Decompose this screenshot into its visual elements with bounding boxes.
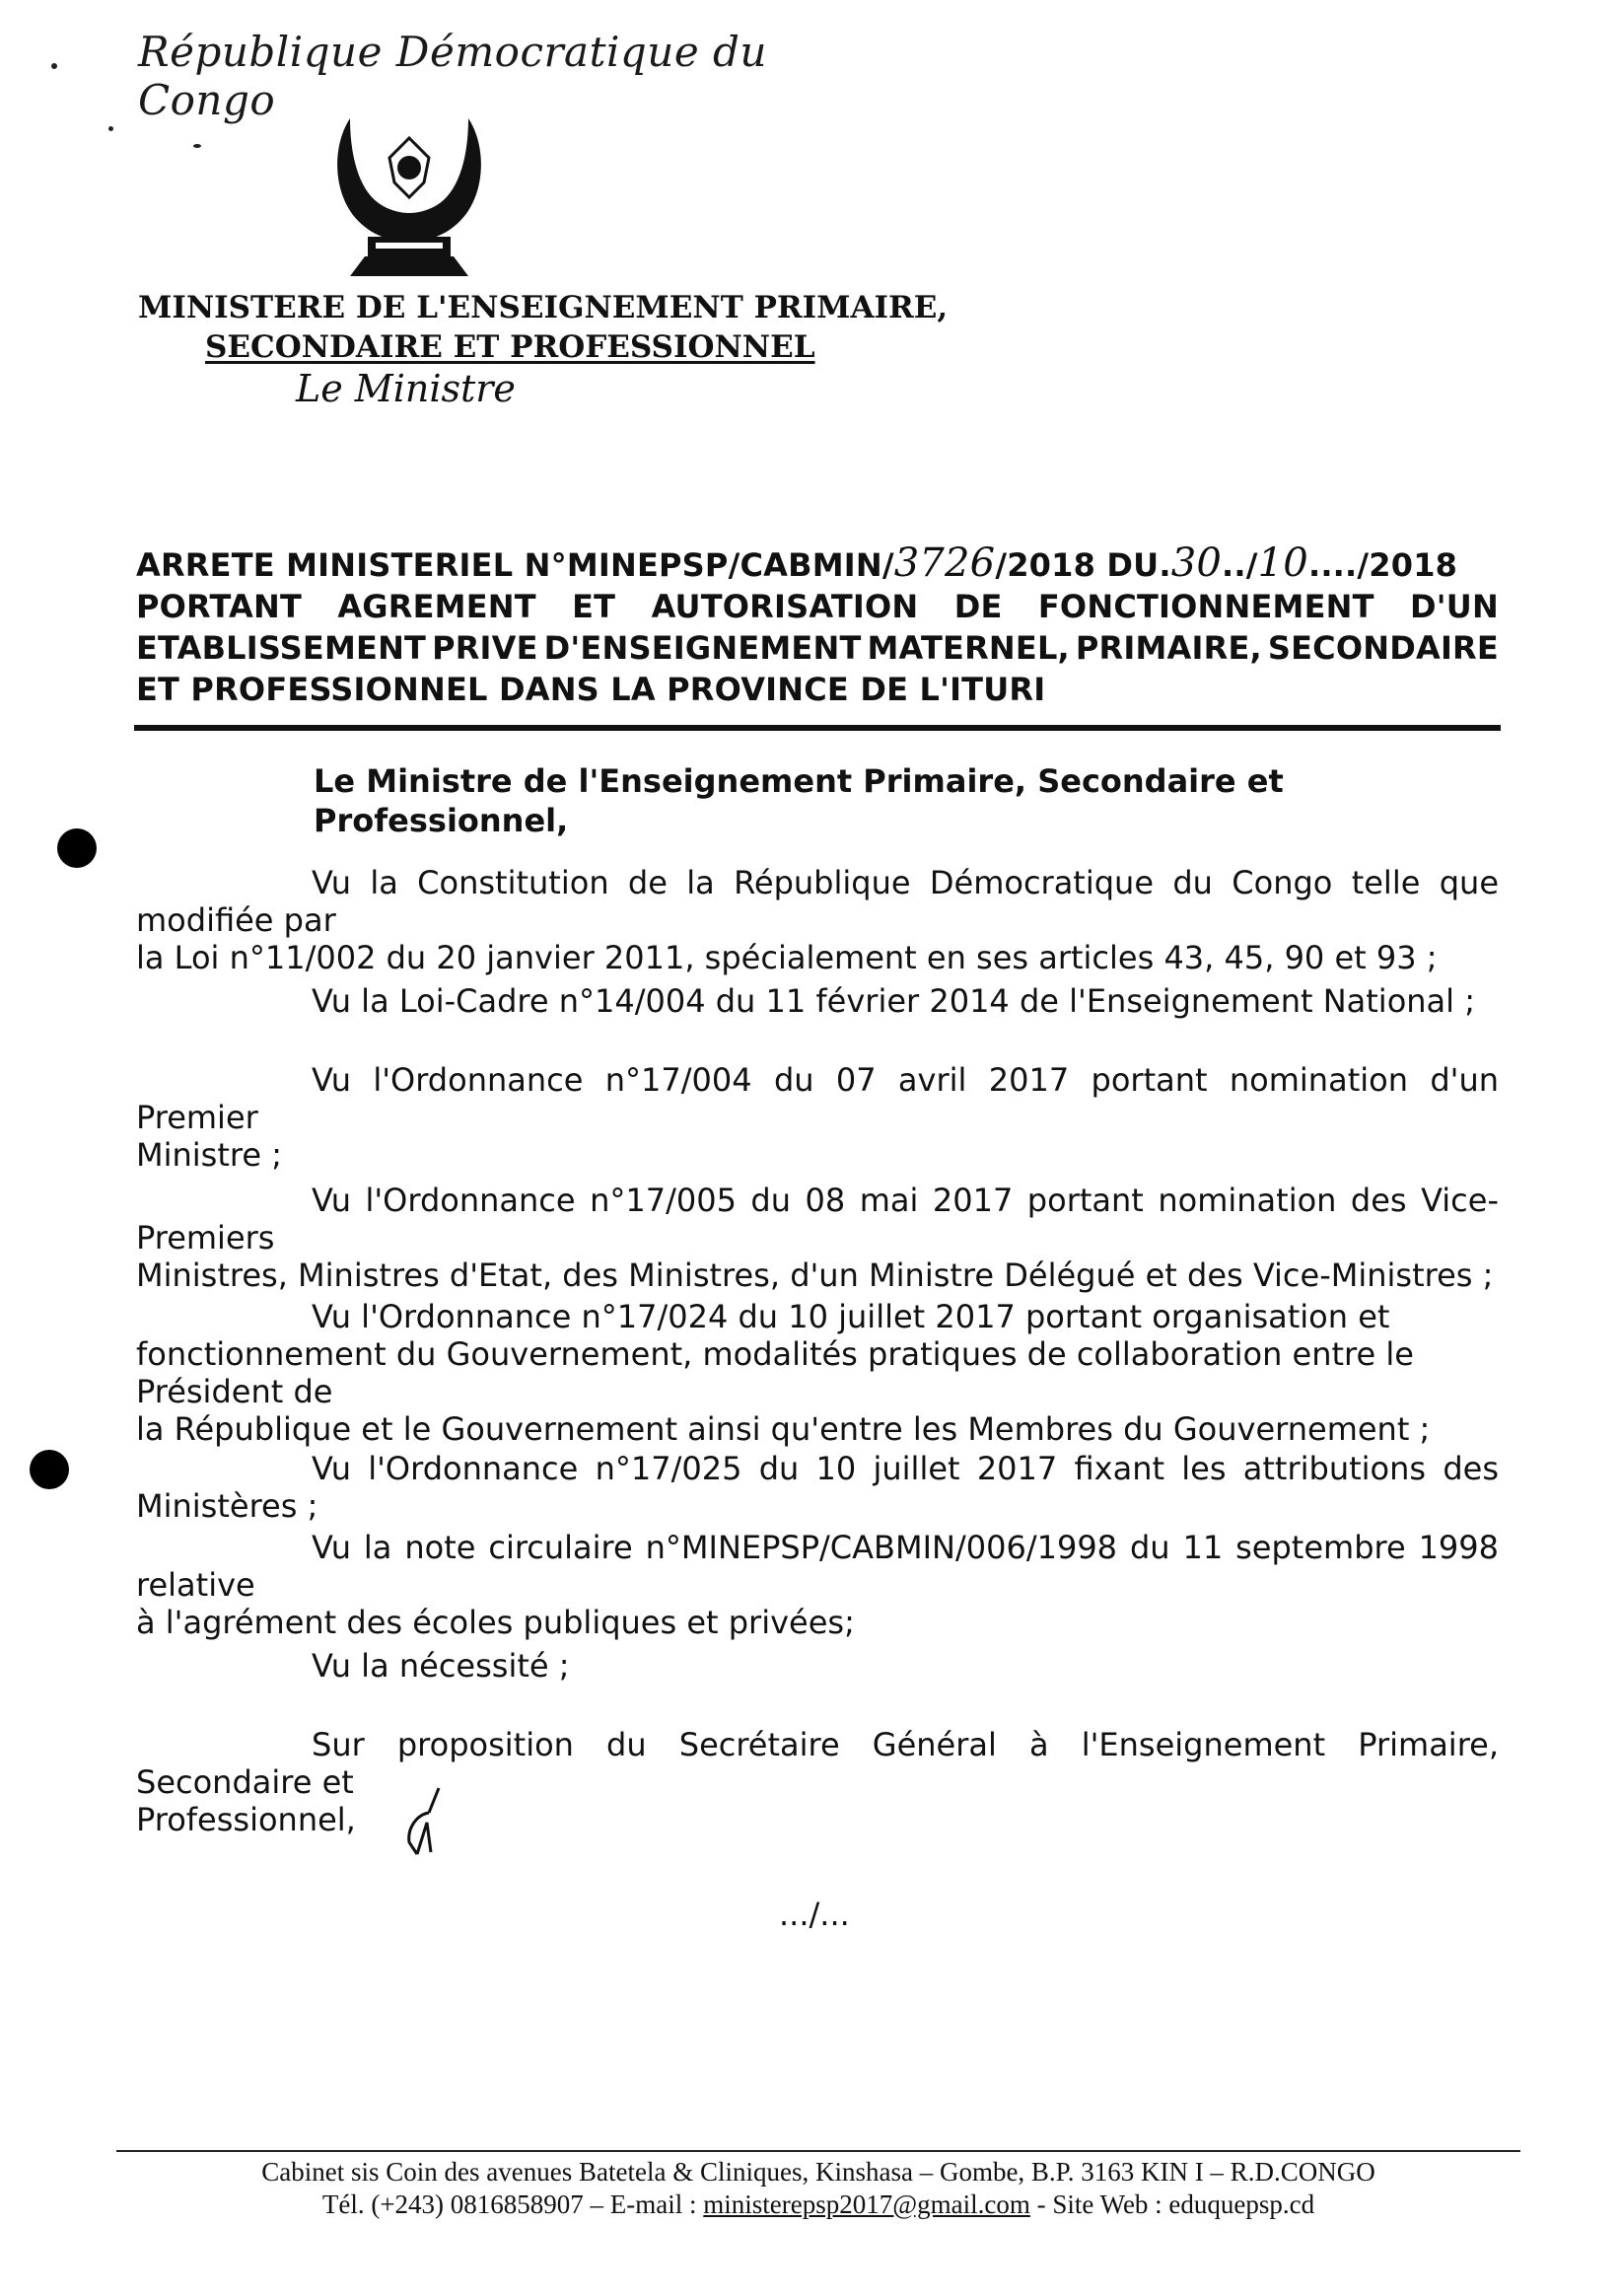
visa-ordonnance-17-024 [136, 1298, 1499, 1448]
visa-line: Vu l'Ordonnance n°17/024 du 10 juillet 2017 portant organisation et [312, 1298, 1390, 1335]
minister-title: Le Ministre [296, 367, 516, 410]
footer-line-2 [116, 2188, 1520, 2221]
visa-line: la Loi n°11/002 du 20 janvier 2011, spécialement en ses articles 43, 45, 90 et 93 ; [136, 939, 1438, 976]
scan-speck [193, 144, 201, 148]
footer-phone: Tél. (+243) 0816858907 – E-mail : [321, 2189, 704, 2219]
title-line-2 [136, 586, 1499, 627]
punch-hole-mark [57, 828, 97, 868]
title-line-3 [136, 627, 1499, 669]
visa-necessite [136, 1647, 1499, 1685]
republic-heading: République Démocratique du Congo [138, 28, 767, 124]
ministry-line-2: SECONDAIRE ET PROFESSIONNEL [205, 329, 815, 365]
decree-number-handwritten: 3726 [893, 540, 996, 586]
decree-date-prefix: /2018 DU. [995, 546, 1171, 584]
title-word: ET [572, 588, 616, 625]
decree-number-prefix: ARRETE MINISTERIEL N°MINEPSP/CABMIN/ [136, 546, 894, 584]
visa-proposition [136, 1726, 1499, 1838]
visa-line: Professionnel, [136, 1801, 356, 1838]
visa-line: Vu la note circulaire n°MINEPSP/CABMIN/006/1998 du 11 septembre 1998 relative [136, 1529, 1499, 1604]
visa-line: Vu l'Ordonnance n°17/025 du 10 juillet 2017 fixant les attributions des Ministères ; [136, 1450, 1499, 1525]
visa-line: Vu la Constitution de la République Démocratique du Congo telle que modifiée par [136, 864, 1499, 939]
footer-line-1: Cabinet sis Coin des avenues Batetela & Cliniques, Kinshasa – Gombe, B.P. 3163 KIN I – R.D.CONGO [261, 2157, 1375, 2187]
footer-website: - Site Web : eduquepsp.cd [1029, 2189, 1315, 2219]
decree-day-handwritten: 30 [1170, 540, 1223, 586]
visa-ordonnance-17-004 [136, 1061, 1499, 1174]
visa-line: la République et le Gouvernement ainsi qu'entre les Membres du Gouvernement ; [136, 1410, 1431, 1448]
decree-year: ..../2018 [1307, 546, 1458, 584]
ministry-name [138, 288, 1025, 367]
title-word: DE [953, 588, 1003, 625]
preamble-heading: Le Ministre de l'Enseignement Primaire, Secondaire et Professionnel, [314, 762, 1284, 839]
scan-speck [108, 126, 113, 131]
visa-line: Ministre ; [136, 1136, 282, 1174]
decree-date-sep: .. [1222, 546, 1246, 584]
decree-month-handwritten: 10 [1257, 540, 1308, 586]
title-divider [134, 725, 1501, 731]
drc-coat-of-arms-icon [320, 108, 498, 281]
title-word: PORTANT [136, 588, 302, 625]
visa-loi-cadre [136, 982, 1499, 1020]
title-word: AGREMENT [337, 588, 536, 625]
visa-note-circulaire [136, 1529, 1499, 1641]
visa-line: Vu la Loi-Cadre n°14/004 du 11 février 2014 de l'Enseignement National ; [312, 982, 1475, 1020]
punch-hole-mark [30, 1450, 69, 1489]
visa-line: Vu l'Ordonnance n°17/005 du 08 mai 2017 portant nomination des Vice-Premiers [136, 1182, 1499, 1256]
title-line-1: ARRETE MINISTERIEL N°MINEPSP/CABMIN/3726/2018 DU.30../10..../2018 [136, 540, 1458, 586]
page-continuation: .../... [779, 1896, 850, 1933]
visa-line: Sur proposition du Secrétaire Général à l'Enseignement Primaire, Secondaire et [136, 1726, 1499, 1801]
title-word: SECONDAIRE [1267, 629, 1499, 667]
title-word: MATERNEL, [867, 629, 1070, 667]
visa-line: fonctionnement du Gouvernement, modalités pratiques de collaboration entre le Président de [136, 1335, 1414, 1410]
footer-address [116, 2156, 1520, 2221]
visa-line: Ministres, Ministres d'Etat, des Ministres, d'un Ministre Délégué et des Vice-Ministres ; [136, 1256, 1494, 1294]
visa-line: Vu l'Ordonnance n°17/004 du 07 avril 2017 portant nomination d'un Premier [136, 1061, 1499, 1136]
scan-speck [51, 63, 57, 69]
title-word: ETABLISSEMENT [136, 629, 427, 667]
visa-ordonnance-17-025 [136, 1450, 1499, 1525]
visa-ordonnance-17-005 [136, 1182, 1499, 1294]
visa-constitution [136, 864, 1499, 976]
ministry-line-1: MINISTERE DE L'ENSEIGNEMENT PRIMAIRE, [138, 290, 949, 325]
title-line-4: ET PROFESSIONNEL DANS LA PROVINCE DE L'ITURI [136, 671, 1046, 708]
footer-email: ministerepsp2017@gmail.com [703, 2189, 1030, 2219]
decree-title [136, 542, 1499, 710]
title-word: FONCTIONNEMENT [1037, 588, 1374, 625]
visa-line: à l'agrément des écoles publiques et privées; [136, 1604, 855, 1641]
title-word: PRIMAIRE, [1075, 629, 1262, 667]
footer-divider [116, 2150, 1520, 2152]
paraph-initial-icon [399, 1783, 458, 1857]
title-word: AUTORISATION [651, 588, 919, 625]
visa-line: Vu la nécessité ; [312, 1647, 570, 1685]
title-word: PRIVE [432, 629, 538, 667]
title-word: D'ENSEIGNEMENT [543, 629, 862, 667]
title-word: D'UN [1410, 588, 1499, 625]
